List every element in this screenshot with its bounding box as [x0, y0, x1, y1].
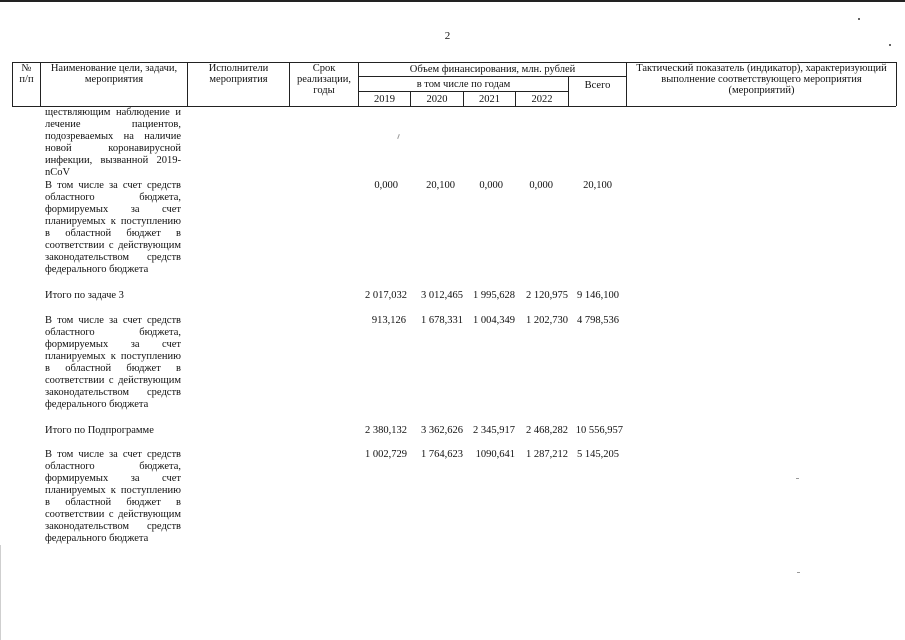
scan-speck — [397, 134, 400, 139]
row-value-total: 10 556,957 — [575, 425, 623, 436]
row-value-2022: 2 468,282 — [526, 425, 568, 436]
row-value-total: 4 798,536 — [577, 315, 619, 326]
header-col-name: Наименование цели, задачи, мероприятия — [50, 63, 178, 85]
header-col-number: № п/п — [19, 63, 34, 85]
row-value-2019: 2 017,032 — [365, 290, 407, 301]
header-col-indicator: Тактический показатель (индикатор), характеризующий выполнение соответствующего мероприятия (мероприятий) — [636, 63, 887, 96]
row-value-2021: 1 004,349 — [473, 315, 515, 326]
row-value-2019: 1 002,729 — [365, 449, 407, 460]
header-year-2019: 2019 — [374, 94, 395, 105]
header-col-term: Срок реализации, годы — [297, 63, 351, 96]
scan-speck — [889, 44, 891, 46]
top-border-line — [0, 0, 905, 2]
row-value-2019: 913,126 — [371, 315, 406, 326]
header-col-funding: Объем финансирования, млн. рублей — [409, 64, 576, 75]
row-value-2019: 2 380,132 — [365, 425, 407, 436]
row-value-2021: 1 995,628 — [473, 290, 515, 301]
row-value-2022: 0,000 — [529, 180, 553, 191]
header-year-2021: 2021 — [479, 94, 500, 105]
header-year-2022: 2022 — [531, 94, 553, 105]
scan-speck — [858, 18, 860, 20]
scan-speck — [797, 572, 800, 573]
row-value-2021: 1090,641 — [475, 449, 515, 460]
scan-edge-shadow — [0, 545, 1, 640]
row-value-2020: 3 012,465 — [421, 290, 463, 301]
row-value-total: 9 146,100 — [577, 290, 619, 301]
header-funding-divider — [358, 76, 626, 77]
row-value-2022: 2 120,975 — [526, 290, 568, 301]
row-text: Итого по задаче 3 — [45, 290, 124, 301]
row-value-2019: 0,000 — [374, 180, 398, 191]
row-text: ществляющим наблюдение и лечение пациентов, подозреваемых на наличие новой коронавирусной инфекции, вызванной 2019-nCoV — [45, 107, 181, 178]
row-value-2020: 3 362,626 — [421, 425, 463, 436]
row-value-2021: 2 345,917 — [473, 425, 515, 436]
row-value-2020: 1 764,623 — [421, 449, 463, 460]
header-col-executors: Исполнители мероприятия — [208, 63, 269, 85]
row-text: Итого по Подпрограмме — [45, 425, 154, 436]
header-year-2020: 2020 — [426, 94, 448, 105]
scan-speck — [796, 478, 799, 479]
row-value-total: 20,100 — [583, 180, 612, 191]
col-border — [896, 62, 897, 106]
row-value-2020: 20,100 — [426, 180, 455, 191]
row-text: В том числе за счет средств областного бюджета, формируемых за счет планируемых к поступлению в областной бюджет в соответствии с действующим законодательством средств федерального бюджета — [45, 449, 181, 544]
row-value-2022: 1 202,730 — [526, 315, 568, 326]
row-text: В том числе за счет средств областного бюджета, формируемых за счет планируемых к поступлению в областной бюджет в соответствии с действующим законодательством средств федерального бюджета — [45, 180, 181, 275]
header-col-total: Всего — [584, 80, 611, 91]
row-value-2021: 0,000 — [479, 180, 503, 191]
page-number: 2 — [444, 30, 451, 42]
header-col-by-years: в том числе по годам — [416, 79, 511, 90]
row-value-2022: 1 287,212 — [526, 449, 568, 460]
row-value-total: 5 145,205 — [577, 449, 619, 460]
row-text: В том числе за счет средств областного бюджета, формируемых за счет планируемых к поступлению в областной бюджет в соответствии с действующим законодательством средств федерального бюджета — [45, 315, 181, 410]
row-value-2020: 1 678,331 — [421, 315, 463, 326]
